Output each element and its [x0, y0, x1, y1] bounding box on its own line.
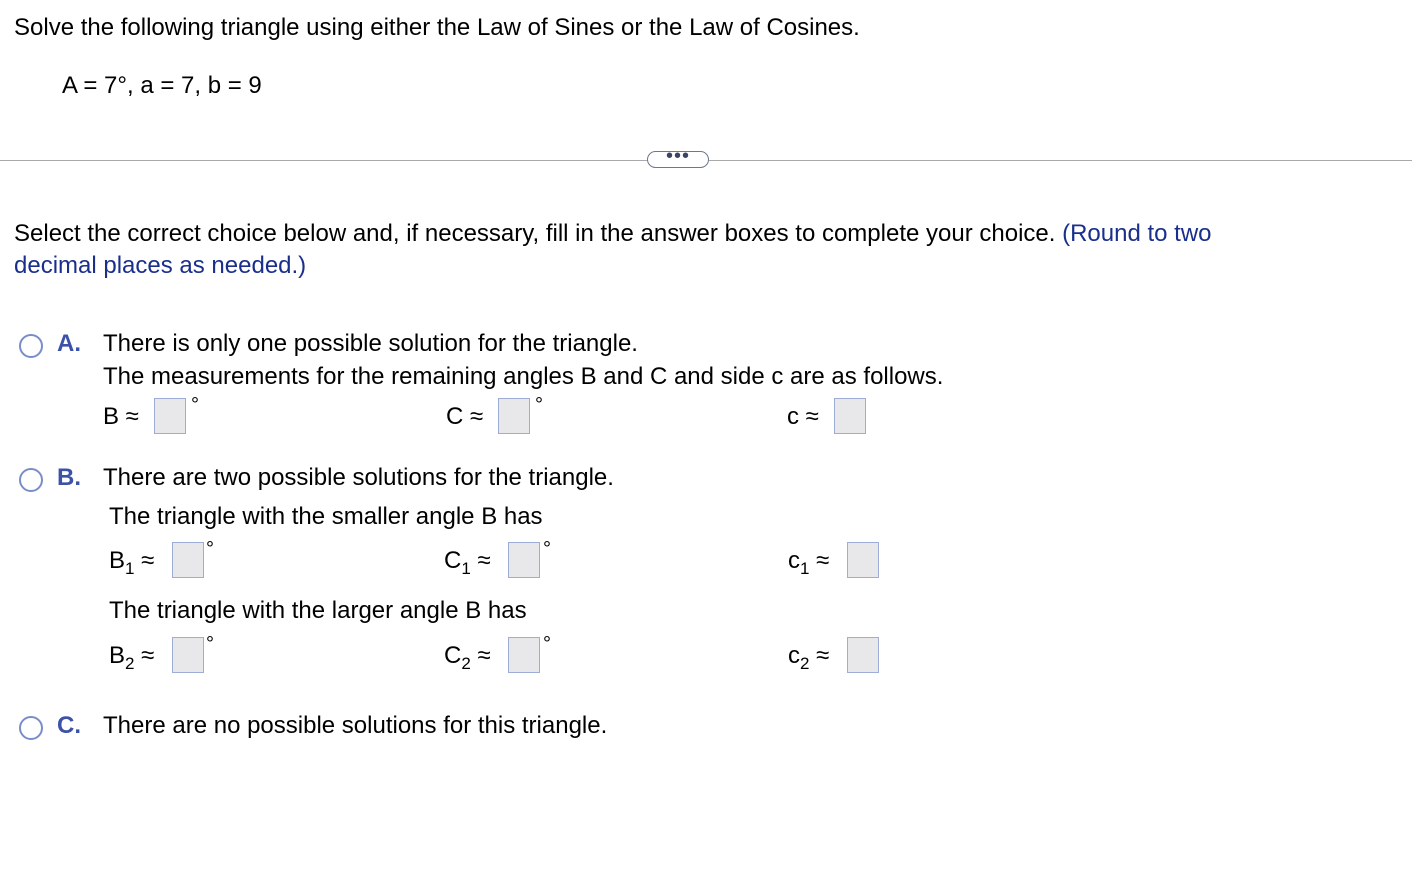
- choice-b-C2-degree: °: [543, 633, 551, 655]
- choice-b-B1-label: $B_1$ ≈: [109, 547, 155, 578]
- choice-a-radio[interactable]: [19, 334, 43, 358]
- choice-b-B1-degree: °: [206, 538, 214, 560]
- choice-a-text: There is only one possible solution for the triangle.: [103, 330, 638, 357]
- given-values: A = 7°, a = 7, b = 9: [62, 72, 262, 99]
- choice-a-c-label: c ≈: [787, 403, 819, 430]
- question-instruction: Solve the following triangle using either the Law of Sines or the Law of Cosines.: [14, 14, 860, 41]
- prompt-hint-2: decimal places as needed.): [14, 252, 307, 279]
- prompt-line-1: [14, 220, 1212, 248]
- choice-c-radio[interactable]: [19, 716, 43, 740]
- choice-b-text: There are two possible solutions for the triangle.: [103, 464, 614, 491]
- choice-b-c2-label: $c_2$ ≈: [788, 642, 830, 673]
- choice-b-C2-label: $C_2$ ≈: [444, 642, 491, 673]
- choice-a-C-label: C ≈: [446, 403, 484, 430]
- choice-a-B-degree: °: [191, 394, 199, 416]
- choice-b-B1-input[interactable]: [172, 542, 204, 578]
- choice-b-c1-label: $c_1$ ≈: [788, 547, 830, 578]
- prompt-hint-1: (Round to two: [1062, 220, 1212, 247]
- choice-b-C2-input[interactable]: [508, 637, 540, 673]
- choice-a-B-label: B ≈: [103, 403, 139, 430]
- choice-b-C1-degree: °: [543, 538, 551, 560]
- choice-c-letter: C.: [57, 712, 81, 739]
- choice-b-c1-input[interactable]: [847, 542, 879, 578]
- more-options-button[interactable]: •••: [647, 151, 709, 168]
- choice-b-smaller-heading: The triangle with the smaller angle B has: [109, 503, 543, 530]
- choice-b-C1-input[interactable]: [508, 542, 540, 578]
- choice-b-C1-label: $C_1$ ≈: [444, 547, 491, 578]
- choice-b-c2-input[interactable]: [847, 637, 879, 673]
- choice-a-c-input[interactable]: [834, 398, 866, 434]
- choice-a-C-degree: °: [535, 394, 543, 416]
- choice-a-letter: A.: [57, 330, 81, 357]
- choice-b-B2-input[interactable]: [172, 637, 204, 673]
- choice-a-C-input[interactable]: [498, 398, 530, 434]
- prompt-text: Select the correct choice below and, if necessary, fill in the answer boxes to complete your choice.: [14, 220, 1056, 247]
- choice-a-B-input[interactable]: [154, 398, 186, 434]
- choice-b-radio[interactable]: [19, 468, 43, 492]
- choice-b-B2-degree: °: [206, 633, 214, 655]
- choice-b-B2-label: $B_2$ ≈: [109, 642, 155, 673]
- choice-a-subtext: The measurements for the remaining angles B and C and side c are as follows.: [103, 363, 944, 390]
- choice-b-letter: B.: [57, 464, 81, 491]
- choice-c-text: There are no possible solutions for this triangle.: [103, 712, 608, 739]
- choice-b-larger-heading: The triangle with the larger angle B has: [109, 597, 527, 624]
